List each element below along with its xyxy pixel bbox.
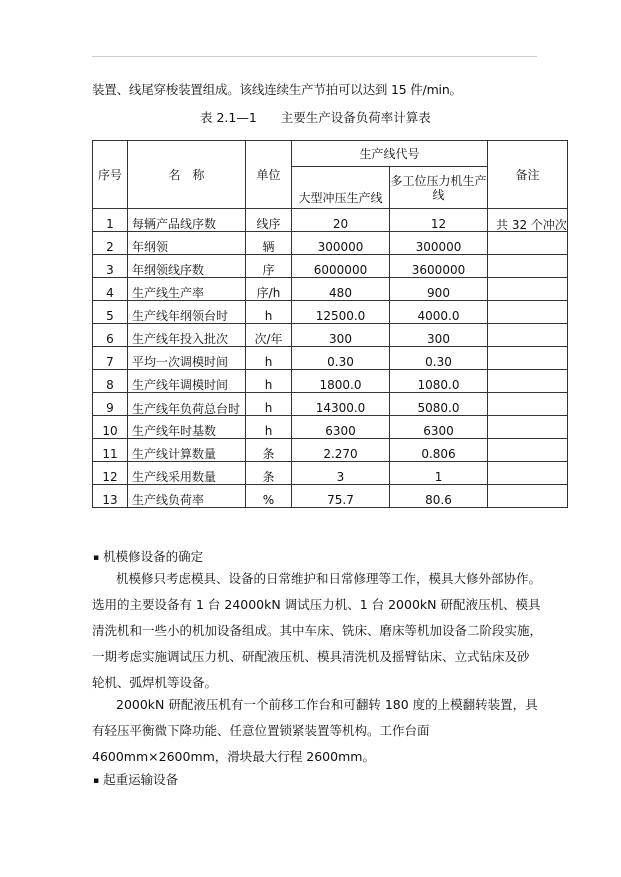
header-line-code: 生产线代号	[292, 141, 488, 167]
intro-line: 装置、线尾穿梭装置组成。该线连续生产节拍可以达到 15 件/min。	[92, 82, 462, 97]
cell-line-a: 20	[292, 209, 390, 232]
section1-heading	[93, 547, 203, 565]
cell-seq: 9	[93, 393, 128, 416]
section2-heading-text: 起重运输设备	[103, 772, 179, 787]
bullet-icon: ▪	[93, 775, 100, 786]
cell-remark	[488, 255, 568, 278]
table-caption-number: 表 2.1—1	[200, 110, 257, 125]
cell-seq: 5	[93, 301, 128, 324]
cell-name: 生产线年投入批次	[128, 324, 246, 347]
cell-line-b: 900	[390, 278, 488, 301]
cell-unit: h	[246, 393, 292, 416]
cell-line-a: 1800.0	[292, 370, 390, 393]
cell-unit: 序/h	[246, 278, 292, 301]
table-row	[93, 255, 568, 278]
cell-name: 平均一次调模时间	[128, 347, 246, 370]
cell-remark	[488, 347, 568, 370]
cell-remark	[488, 324, 568, 347]
cell-seq: 10	[93, 416, 128, 439]
bullet-icon: ▪	[93, 552, 100, 563]
header-remark: 备注	[488, 141, 568, 209]
cell-line-a: 0.30	[292, 347, 390, 370]
cell-name: 年纲领	[128, 232, 246, 255]
section1-paragraph2	[92, 692, 552, 770]
cell-line-a: 3	[292, 462, 390, 485]
header-name: 名 称	[128, 141, 246, 209]
cell-name: 生产线年调模时间	[128, 370, 246, 393]
cell-seq: 8	[93, 370, 128, 393]
header-line-a: 大型冲压生产线	[292, 167, 390, 209]
cell-remark: 共 32 个冲次	[488, 209, 568, 232]
header-seq: 序号	[93, 141, 128, 209]
table-row	[93, 393, 568, 416]
cell-line-b: 6300	[390, 416, 488, 439]
cell-line-a: 6000000	[292, 255, 390, 278]
cell-line-b: 1	[390, 462, 488, 485]
cell-unit: 线序	[246, 209, 292, 232]
cell-name: 生产线采用数量	[128, 462, 246, 485]
cell-line-b: 5080.0	[390, 393, 488, 416]
cell-name: 生产线负荷率	[128, 485, 246, 508]
para2-line: 有轻压平衡微下降功能、任意位置锁紧装置等机构。工作台面	[92, 723, 430, 738]
cell-line-a: 480	[292, 278, 390, 301]
cell-line-a: 300000	[292, 232, 390, 255]
cell-unit: h	[246, 301, 292, 324]
cell-unit: 序	[246, 255, 292, 278]
cell-line-b: 3600000	[390, 255, 488, 278]
header-unit: 单位	[246, 141, 292, 209]
table-caption-title: 主要生产设备负荷率计算表	[280, 110, 431, 125]
table-row	[93, 347, 568, 370]
cell-seq: 2	[93, 232, 128, 255]
cell-seq: 3	[93, 255, 128, 278]
cell-name: 生产线年负荷总台时	[128, 393, 246, 416]
cell-seq: 7	[93, 347, 128, 370]
cell-name: 年纲领线序数	[128, 255, 246, 278]
cell-name: 生产线年时基数	[128, 416, 246, 439]
load-rate-table	[92, 140, 568, 508]
cell-name: 生产线年纲领台时	[128, 301, 246, 324]
cell-name: 生产线计算数量	[128, 439, 246, 462]
cell-unit: h	[246, 416, 292, 439]
section2-heading	[93, 770, 178, 788]
cell-unit: h	[246, 370, 292, 393]
table-row	[93, 462, 568, 485]
cell-seq: 1	[93, 209, 128, 232]
cell-line-b: 12	[390, 209, 488, 232]
cell-seq: 11	[93, 439, 128, 462]
cell-unit: h	[246, 347, 292, 370]
cell-line-a: 6300	[292, 416, 390, 439]
cell-line-b: 1080.0	[390, 370, 488, 393]
para1-line: 机模修只考虑模具、设备的日常维护和日常修理等工作，模具大修外部协作。	[116, 571, 542, 586]
header-line-b: 多工位压力机生产线	[390, 167, 488, 209]
cell-line-a: 75.7	[292, 485, 390, 508]
cell-unit: 条	[246, 462, 292, 485]
table-row	[93, 301, 568, 324]
cell-line-b: 0.30	[390, 347, 488, 370]
cell-remark	[488, 278, 568, 301]
cell-name: 每辆产品线序数	[128, 209, 246, 232]
section1-paragraph1	[92, 566, 552, 696]
cell-seq: 13	[93, 485, 128, 508]
cell-line-a: 14300.0	[292, 393, 390, 416]
table-row	[93, 416, 568, 439]
cell-line-b: 300000	[390, 232, 488, 255]
cell-seq: 4	[93, 278, 128, 301]
table-caption	[200, 108, 431, 126]
cell-remark	[488, 370, 568, 393]
cell-remark	[488, 439, 568, 462]
cell-line-a: 12500.0	[292, 301, 390, 324]
cell-remark	[488, 485, 568, 508]
cell-remark	[488, 416, 568, 439]
para1-line: 清洗机和一些小的机加设备组成。其中车床、铣床、磨床等机加设备二阶段实施，	[92, 623, 543, 638]
header-rule	[92, 56, 537, 57]
para1-line: 轮机、弧焊机等设备。	[92, 675, 218, 690]
cell-line-a: 2.270	[292, 439, 390, 462]
cell-unit: 条	[246, 439, 292, 462]
cell-unit: %	[246, 485, 292, 508]
table-row	[93, 485, 568, 508]
table-row	[93, 232, 568, 255]
cell-seq: 6	[93, 324, 128, 347]
cell-remark	[488, 232, 568, 255]
cell-remark	[488, 462, 568, 485]
table-row	[93, 278, 568, 301]
cell-seq: 12	[93, 462, 128, 485]
para1-line: 一期考虑实施调试压力机、研配液压机、模具清洗机及摇臂钻床、立式钻床及砂	[92, 649, 530, 664]
cell-line-b: 0.806	[390, 439, 488, 462]
section1-heading-text: 机模修设备的确定	[103, 549, 204, 564]
table-row	[93, 324, 568, 347]
cell-unit: 辆	[246, 232, 292, 255]
cell-line-b: 80.6	[390, 485, 488, 508]
table-row	[93, 209, 568, 232]
cell-line-a: 300	[292, 324, 390, 347]
cell-unit: 次/年	[246, 324, 292, 347]
cell-line-b: 300	[390, 324, 488, 347]
cell-name: 生产线生产率	[128, 278, 246, 301]
table-row	[93, 439, 568, 462]
cell-remark	[488, 393, 568, 416]
para2-line: 4600mm×2600mm，滑块最大行程 2600mm。	[92, 749, 375, 764]
para2-line: 2000kN 研配液压机有一个前移工作台和可翻转 180 度的上模翻转装置，具	[116, 697, 538, 712]
cell-line-b: 4000.0	[390, 301, 488, 324]
table-row	[93, 370, 568, 393]
para1-line: 选用的主要设备有 1 台 24000kN 调试压力机、1 台 2000kN 研配液压机、模具	[92, 597, 541, 612]
cell-remark	[488, 301, 568, 324]
